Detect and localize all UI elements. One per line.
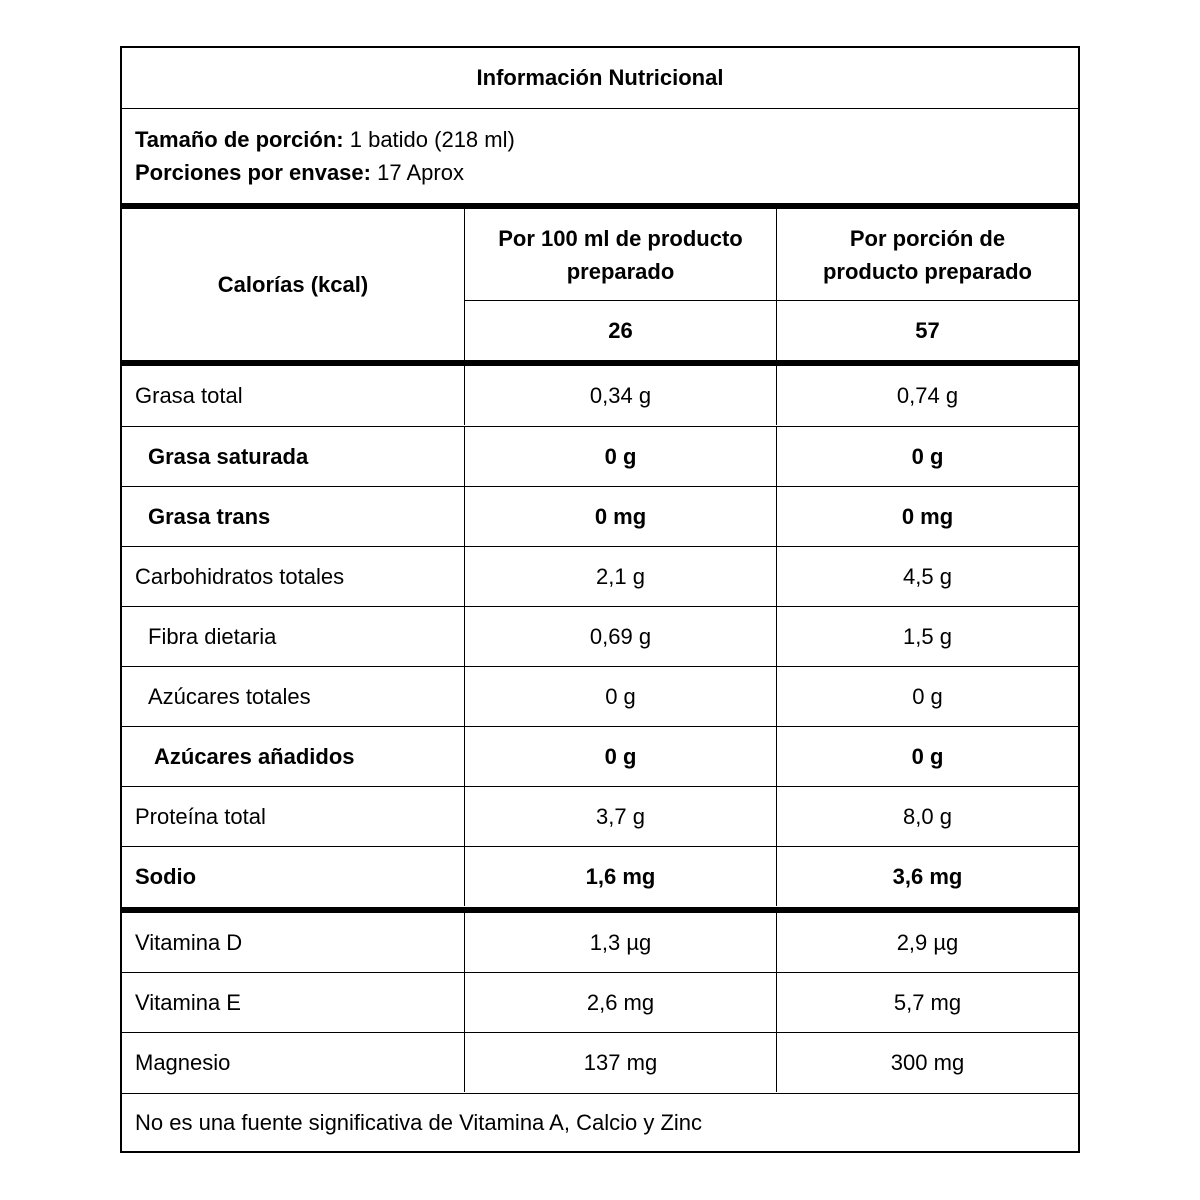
- serving-size-value: 1 batido (218 ml): [349, 127, 515, 152]
- per-portion-header-line2: producto preparado: [822, 259, 1032, 284]
- nutrient-per-portion: 300 mg: [776, 1033, 1078, 1092]
- nutrient-per-100ml: 1,6 mg: [464, 847, 776, 906]
- nutrient-name: Carbohidratos totales: [135, 563, 345, 589]
- nutrient-name: Fibra dietaria: [148, 623, 277, 649]
- nutrient-per-portion: 0 g: [776, 427, 1078, 486]
- nutrient-per-portion: 1,5 g: [776, 607, 1078, 666]
- nutrient-per-100ml: 1,3 µg: [464, 913, 776, 972]
- nutrient-per-portion: 2,9 µg: [776, 913, 1078, 972]
- nutrient-per-portion: 0 g: [776, 667, 1078, 726]
- nutrient-name: Vitamina D: [135, 929, 243, 955]
- nutrient-per-100ml: 0,34 g: [464, 366, 776, 425]
- nutrient-name: Grasa total: [135, 382, 243, 408]
- nutrient-per-100ml: 0 mg: [464, 487, 776, 546]
- serving-info: [122, 109, 1078, 204]
- nutrition-facts-label: [120, 46, 1080, 1153]
- nutrient-per-portion: 4,5 g: [776, 547, 1078, 606]
- nutrient-per-100ml: 0 g: [464, 667, 776, 726]
- per-portion-header-line1: Por porción de: [849, 226, 1006, 251]
- nutrient-per-portion: 5,7 mg: [776, 973, 1078, 1032]
- footer-note: No es una fuente significativa de Vitamina A, Calcio y Zinc: [122, 1093, 1078, 1151]
- nutrient-per-portion: 3,6 mg: [776, 847, 1078, 906]
- calories-per-100ml: 26: [464, 301, 776, 361]
- per-100ml-header-line2: preparado: [566, 259, 675, 284]
- nutrient-name: Grasa trans: [148, 503, 271, 529]
- calories-label: Calorías (kcal): [217, 272, 369, 297]
- serving-size-line: [135, 123, 1078, 156]
- per-portion-header: [776, 209, 1078, 301]
- nutrient-name: Magnesio: [135, 1049, 231, 1075]
- calories-per-portion: 57: [776, 301, 1078, 361]
- nutrient-name: Azúcares totales: [148, 683, 311, 709]
- per-100ml-header-line1: Por 100 ml de producto: [498, 226, 743, 251]
- nutrient-name: Proteína total: [135, 803, 266, 829]
- nutrient-per-100ml: 0 g: [464, 427, 776, 486]
- nutrient-per-100ml: 3,7 g: [464, 787, 776, 846]
- label-title: Información Nutricional: [122, 48, 1078, 109]
- nutrient-per-100ml: 2,6 mg: [464, 973, 776, 1032]
- serving-size-label: Tamaño de porción:: [135, 127, 344, 152]
- per-100ml-header: [464, 209, 776, 301]
- nutrient-name: Azúcares añadidos: [154, 743, 355, 769]
- nutrient-name: Grasa saturada: [148, 443, 309, 469]
- nutrient-per-portion: 0 mg: [776, 487, 1078, 546]
- nutrient-per-portion: 0,74 g: [776, 366, 1078, 425]
- servings-per-container-line: [135, 156, 1078, 189]
- nutrient-name: Vitamina E: [135, 989, 241, 1015]
- nutrient-per-100ml: 0,69 g: [464, 607, 776, 666]
- nutrient-per-100ml: 2,1 g: [464, 547, 776, 606]
- servings-per-container-label: Porciones por envase:: [135, 160, 371, 185]
- nutrient-per-100ml: 0 g: [464, 727, 776, 786]
- nutrient-name: Sodio: [135, 863, 197, 889]
- servings-per-container-value: 17 Aprox: [377, 160, 464, 185]
- nutrient-per-100ml: 137 mg: [464, 1033, 776, 1092]
- nutrient-per-portion: 8,0 g: [776, 787, 1078, 846]
- calories-header: [122, 209, 464, 361]
- nutrient-per-portion: 0 g: [776, 727, 1078, 786]
